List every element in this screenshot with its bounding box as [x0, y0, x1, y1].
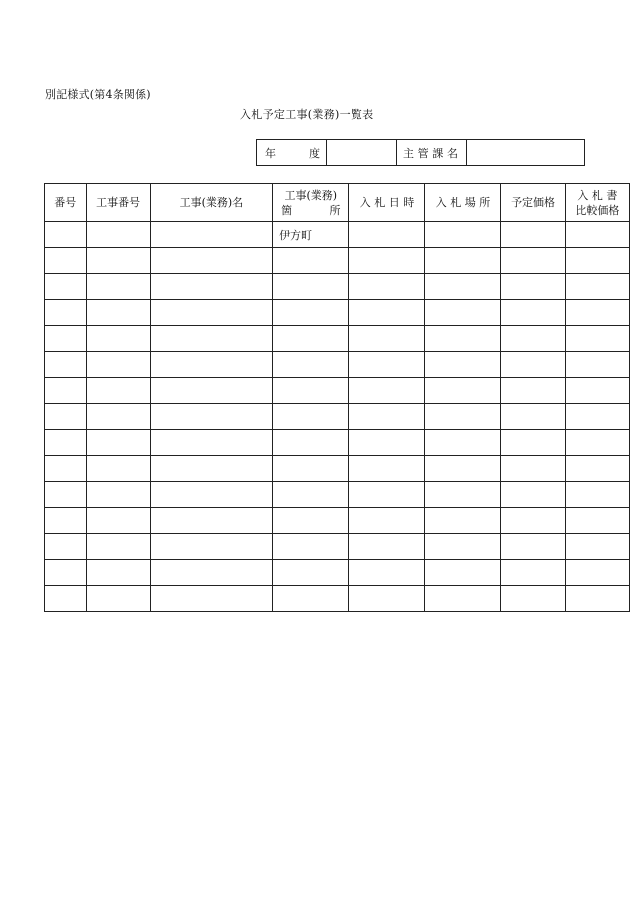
cell-bid-place[interactable] [425, 456, 501, 482]
header-number: 番号 [45, 184, 87, 222]
header-project-number: 工事番号 [86, 184, 150, 222]
cell-location[interactable] [273, 430, 349, 456]
table-row [45, 326, 630, 352]
cell-location[interactable] [273, 248, 349, 274]
cell-project-number[interactable] [86, 534, 150, 560]
table-row [45, 430, 630, 456]
cell-number[interactable] [45, 326, 87, 352]
cell-compare-price[interactable] [565, 404, 629, 430]
cell-project-name[interactable] [150, 534, 272, 560]
cell-project-name[interactable] [150, 586, 272, 612]
cell-compare-price[interactable] [565, 222, 629, 248]
header-compare-line1: 入 札 書 [577, 188, 618, 202]
header-planned-price: 予定価格 [501, 184, 565, 222]
cell-bid-place[interactable] [425, 222, 501, 248]
header-compare-line2: 比較価格 [575, 203, 620, 217]
cell-number[interactable] [45, 508, 87, 534]
cell-compare-price[interactable] [565, 352, 629, 378]
year-value-cell[interactable] [327, 140, 397, 166]
cell-planned-price[interactable] [501, 404, 565, 430]
cell-planned-price[interactable] [501, 326, 565, 352]
meta-table [256, 139, 585, 166]
header-location [273, 184, 349, 222]
cell-bid-place[interactable] [425, 430, 501, 456]
cell-project-number[interactable] [86, 274, 150, 300]
cell-planned-price[interactable] [501, 482, 565, 508]
table-row [45, 222, 630, 248]
cell-project-name[interactable] [150, 222, 272, 248]
table-row [45, 404, 630, 430]
header-bid-date: 入 札 日 時 [349, 184, 425, 222]
cell-project-number[interactable] [86, 586, 150, 612]
cell-project-name[interactable] [150, 560, 272, 586]
cell-compare-price[interactable] [565, 534, 629, 560]
table-row [45, 534, 630, 560]
cell-project-name[interactable] [150, 456, 272, 482]
cell-bid-place[interactable] [425, 378, 501, 404]
cell-project-name[interactable] [150, 352, 272, 378]
cell-project-name[interactable] [150, 248, 272, 274]
cell-number[interactable] [45, 482, 87, 508]
cell-bid-place[interactable] [425, 300, 501, 326]
cell-bid-place[interactable] [425, 404, 501, 430]
cell-project-number[interactable] [86, 482, 150, 508]
cell-project-number[interactable] [86, 508, 150, 534]
cell-project-name[interactable] [150, 378, 272, 404]
cell-compare-price[interactable] [565, 586, 629, 612]
table-row [45, 508, 630, 534]
bid-schedule-table [44, 183, 630, 612]
cell-location[interactable] [273, 300, 349, 326]
table-row [45, 456, 630, 482]
cell-bid-date[interactable] [349, 300, 425, 326]
cell-planned-price[interactable] [501, 378, 565, 404]
table-row [45, 352, 630, 378]
cell-planned-price[interactable] [501, 222, 565, 248]
cell-number[interactable] [45, 378, 87, 404]
cell-number[interactable] [45, 274, 87, 300]
cell-bid-place[interactable] [425, 274, 501, 300]
form-label: 別記様式(第4条関係) [45, 88, 151, 101]
header-location-char: 箇 [281, 203, 293, 217]
cell-planned-price[interactable] [501, 430, 565, 456]
cell-project-number[interactable] [86, 456, 150, 482]
cell-planned-price[interactable] [501, 586, 565, 612]
cell-project-name[interactable] [150, 404, 272, 430]
table-row [45, 378, 630, 404]
table-header-row [45, 184, 630, 222]
cell-bid-date[interactable] [349, 404, 425, 430]
cell-compare-price[interactable] [565, 508, 629, 534]
cell-planned-price[interactable] [501, 508, 565, 534]
cell-location[interactable] [273, 456, 349, 482]
cell-bid-date[interactable] [349, 222, 425, 248]
header-bid-place: 入 札 場 所 [425, 184, 501, 222]
cell-bid-date[interactable] [349, 482, 425, 508]
table-row [45, 586, 630, 612]
header-location-char: 所 [329, 203, 341, 217]
table-row [45, 300, 630, 326]
cell-bid-place[interactable] [425, 534, 501, 560]
cell-number[interactable] [45, 300, 87, 326]
cell-project-number[interactable] [86, 326, 150, 352]
cell-bid-date[interactable] [349, 378, 425, 404]
year-label [257, 140, 327, 166]
cell-project-name[interactable] [150, 274, 272, 300]
cell-project-number[interactable] [86, 300, 150, 326]
cell-planned-price[interactable] [501, 274, 565, 300]
cell-bid-date[interactable] [349, 430, 425, 456]
dept-value-cell[interactable] [467, 140, 585, 166]
cell-bid-date[interactable] [349, 534, 425, 560]
cell-bid-date[interactable] [349, 586, 425, 612]
year-label-char: 度 [309, 146, 320, 160]
cell-project-name[interactable] [150, 326, 272, 352]
cell-project-name[interactable] [150, 430, 272, 456]
cell-compare-price[interactable] [565, 560, 629, 586]
cell-bid-place[interactable] [425, 508, 501, 534]
cell-number[interactable] [45, 456, 87, 482]
cell-planned-price[interactable] [501, 560, 565, 586]
cell-project-number[interactable] [86, 560, 150, 586]
cell-project-number[interactable] [86, 352, 150, 378]
dept-label-char: 管 [417, 146, 429, 160]
cell-bid-date[interactable] [349, 456, 425, 482]
cell-bid-date[interactable] [349, 274, 425, 300]
document-title: 入札予定工事(業務)一覧表 [240, 108, 374, 121]
year-label-char: 年 [265, 146, 276, 160]
cell-location[interactable] [273, 404, 349, 430]
cell-planned-price[interactable] [501, 248, 565, 274]
cell-location[interactable] [273, 482, 349, 508]
cell-project-name[interactable] [150, 508, 272, 534]
cell-project-number[interactable] [86, 248, 150, 274]
cell-bid-date[interactable] [349, 508, 425, 534]
cell-compare-price[interactable] [565, 300, 629, 326]
cell-bid-place[interactable] [425, 248, 501, 274]
dept-label-char: 主 [403, 146, 414, 160]
cell-location[interactable] [273, 508, 349, 534]
cell-bid-date[interactable] [349, 326, 425, 352]
cell-bid-place[interactable] [425, 352, 501, 378]
cell-number[interactable] [45, 352, 87, 378]
cell-compare-price[interactable] [565, 248, 629, 274]
cell-number[interactable] [45, 586, 87, 612]
cell-bid-place[interactable] [425, 586, 501, 612]
cell-compare-price[interactable] [565, 274, 629, 300]
cell-location[interactable] [273, 352, 349, 378]
dept-label [397, 140, 467, 166]
cell-bid-date[interactable] [349, 560, 425, 586]
cell-number[interactable] [45, 560, 87, 586]
cell-compare-price[interactable] [565, 430, 629, 456]
cell-number[interactable] [45, 534, 87, 560]
cell-number[interactable] [45, 404, 87, 430]
dept-label-char: 名 [446, 146, 458, 160]
table-row [45, 482, 630, 508]
cell-project-number[interactable] [86, 404, 150, 430]
cell-project-name[interactable] [150, 482, 272, 508]
cell-project-number[interactable] [86, 222, 150, 248]
table-row [45, 248, 630, 274]
header-compare-price [565, 184, 629, 222]
cell-bid-date[interactable] [349, 352, 425, 378]
dept-label-char: 課 [432, 146, 444, 160]
cell-compare-price[interactable] [565, 456, 629, 482]
cell-planned-price[interactable] [501, 352, 565, 378]
cell-planned-price[interactable] [501, 534, 565, 560]
cell-bid-date[interactable] [349, 248, 425, 274]
cell-location[interactable] [273, 560, 349, 586]
table-row [45, 274, 630, 300]
cell-location[interactable] [273, 534, 349, 560]
table-row [45, 560, 630, 586]
cell-planned-price[interactable] [501, 300, 565, 326]
cell-bid-place[interactable] [425, 560, 501, 586]
cell-location[interactable] [273, 274, 349, 300]
cell-project-number[interactable] [86, 378, 150, 404]
cell-compare-price[interactable] [565, 378, 629, 404]
cell-compare-price[interactable] [565, 482, 629, 508]
cell-number[interactable] [45, 430, 87, 456]
header-location-line1: 工事(業務) [284, 188, 338, 202]
cell-location[interactable] [273, 586, 349, 612]
cell-planned-price[interactable] [501, 456, 565, 482]
cell-location[interactable] [273, 378, 349, 404]
cell-bid-place[interactable] [425, 482, 501, 508]
cell-location[interactable]: 伊方町 [273, 222, 349, 248]
cell-compare-price[interactable] [565, 326, 629, 352]
cell-project-name[interactable] [150, 300, 272, 326]
cell-bid-place[interactable] [425, 326, 501, 352]
cell-number[interactable] [45, 222, 87, 248]
header-project-name: 工事(業務)名 [150, 184, 272, 222]
cell-location[interactable] [273, 326, 349, 352]
cell-project-number[interactable] [86, 430, 150, 456]
cell-number[interactable] [45, 248, 87, 274]
